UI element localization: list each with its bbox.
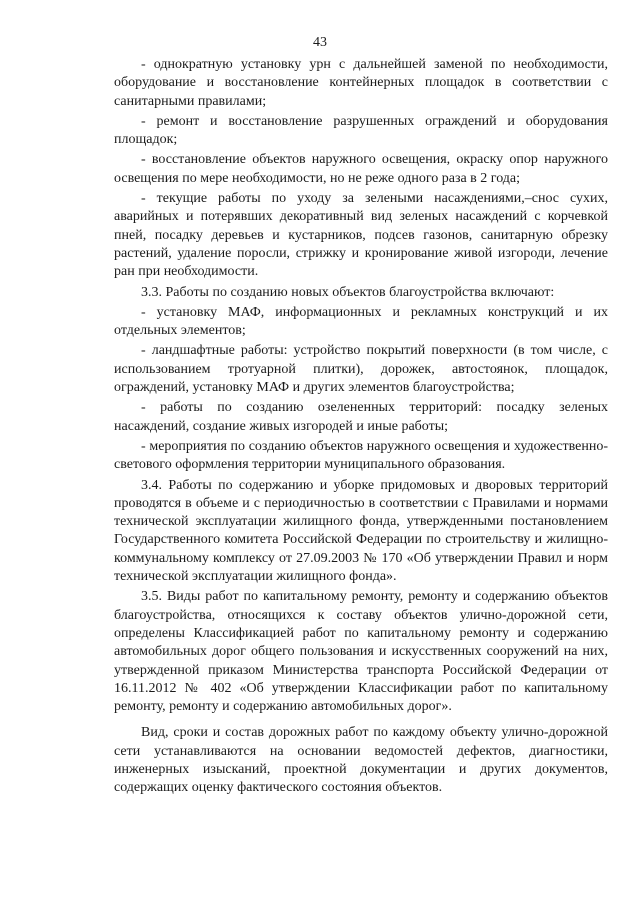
paragraph-lighting-design: - мероприятия по созданию объектов наружного освещения и художественно-светового оформления территории муниципального образования. xyxy=(114,438,608,473)
paragraph-fences: - ремонт и восстановление разрушенных ограждений и оборудования площадок; xyxy=(114,113,608,148)
paragraph-section-3-4: 3.4. Работы по содержанию и уборке придомовых и дворовых территорий проводятся в объеме и с периодичностью в соответствии с Правилами и нормами технической эксплуатации жилищного фонда, утвержденными постановлением Государственного комитета Российской Федерации по строительству и жилищно-коммунальному комплексу от 27.09.2003 № 170 «Об утверждении Правил и норм технической эксплуатации жилищного фонда». xyxy=(114,477,608,585)
document-body xyxy=(114,56,608,800)
paragraph-section-3-5: 3.5. Виды работ по капитальному ремонту, ремонту и содержанию объектов благоустройства, относящихся к составу объектов улично-дорожной сети, определены Классификацией работ по капитальному ремонту и содержанию автомобильных дорог общего пользования и искусственных сооружений на них, утвержденной приказом Министерства транспорта Российской Федерации от 16.11.2012 № 402 «Об утверждении Классификации работ по капитальному ремонту, ремонту и содержанию автомобильных дорог». xyxy=(114,589,608,715)
paragraph-landscape-works: - ландшафтные работы: устройство покрытий поверхности (в том числе, с использованием тротуарной плитки), дорожек, автостоянок, площадок, ограждений, установку МАФ и других элементов благоустройства; xyxy=(114,343,608,396)
paragraph-green-maintenance: - текущие работы по уходу за зелеными насаждениями,–снос сухих, аварийных и потерявших декоративный вид зеленых насаждений с корчевкой пней, посадку деревьев и кустарников, подсев газонов, санитарную обрезку растений, удаление поросли, стрижку и кронирование живой изгороди, лечение ран при необходимости. xyxy=(114,191,608,280)
paragraph-road-works: Вид, сроки и состав дорожных работ по каждому объекту улично-дорожной сети устанавливаются на основании ведомостей дефектов, диагностики, инженерных изысканий, проектной документации и других документов, содержащих оценку фактического состояния объектов. xyxy=(114,725,608,796)
page-number: 43 xyxy=(313,35,327,50)
paragraph-greening: - работы по созданию озелененных территорий: посадку зеленых насаждений, создание живых изгородей и иные работы; xyxy=(114,400,608,434)
paragraph-urns: - однократную установку урн с дальнейшей заменой по необходимости, оборудование и восстановление контейнерных площадок в соответствии с санитарными правилами; xyxy=(114,57,608,109)
paragraph-lighting-restoration: - восстановление объектов наружного освещения, окраску опор наружного освещения по мере необходимости, но не реже одного раза в 2 года; xyxy=(114,152,608,186)
paragraph-section-3-3: 3.3. Работы по созданию новых объектов благоустройства включают: xyxy=(141,284,555,300)
paragraph-maf-installation: - установку МАФ, информационных и рекламных конструкций и их отдельных элементов; xyxy=(114,304,608,339)
